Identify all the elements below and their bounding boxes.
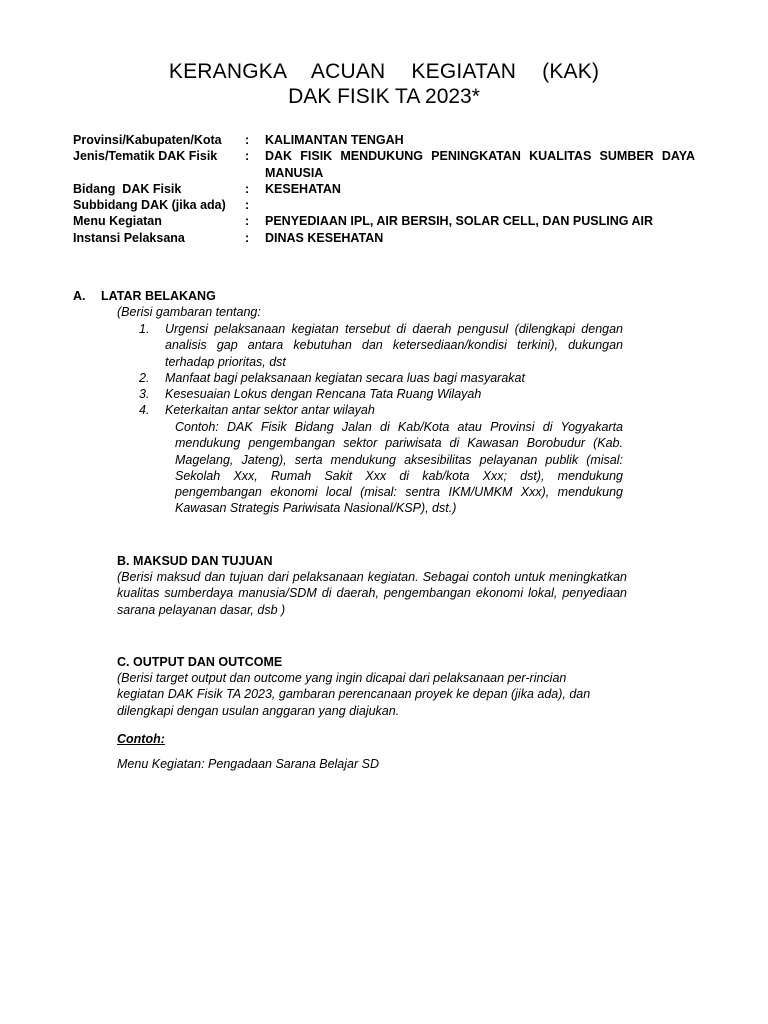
info-value: DINAS KESEHATAN bbox=[265, 230, 384, 245]
info-separator: : bbox=[245, 133, 250, 147]
list-item bbox=[139, 321, 623, 370]
info-separator: : bbox=[245, 149, 250, 164]
section-a-list bbox=[139, 321, 623, 419]
info-value bbox=[265, 148, 695, 181]
info-row-bidang bbox=[73, 181, 695, 197]
info-label: Provinsi/Kabupaten/Kota bbox=[73, 133, 222, 147]
info-value: KALIMANTAN TENGAH bbox=[265, 133, 404, 147]
list-number: 1. bbox=[139, 322, 150, 336]
section-a-intro: (Berisi gambaran tentang: bbox=[117, 305, 261, 319]
list-number: 2. bbox=[139, 370, 150, 385]
info-label: Instansi Pelaksana bbox=[73, 230, 185, 245]
info-label: Subbidang DAK (jika ada) bbox=[73, 198, 226, 213]
section-c-body: (Berisi target output dan outcome yang ingin dicapai dari pelaksanaan per-rincian kegiatan DAK Fisik TA 2023, gambaran perencanaan proyek ke depan (jika ada), dan dilengkapi dengan usulan anggaran yang diajukan. bbox=[117, 671, 591, 718]
info-value bbox=[265, 197, 695, 213]
list-item bbox=[139, 386, 623, 402]
info-separator: : bbox=[245, 230, 250, 245]
info-label: Menu Kegiatan bbox=[73, 214, 162, 229]
section-a-example: Contoh: DAK Fisik Bidang Jalan di Kab/Kota atau Provinsi di Yogyakarta mendukung pengembangan sektor pariwisata di Kawasan Borobudur (Kab. Magelang, Jateng), serta mendukung aksesibilitas pelayanan publik (misal: Sekolah Xxx, Rumah Sakit Xxx di kab/kota Xxx; dst), mendukung pengembangan ekonomi local (misal: sentra IKM/UMKM Xxx), mendukung Kawasan Strategis Pariwisata Nasional/KSP), dst.) bbox=[175, 420, 623, 516]
list-number: 4. bbox=[139, 403, 150, 418]
menu-example: Menu Kegiatan: Pengadaan Sarana Belajar SD bbox=[117, 757, 379, 771]
info-row-subbidang bbox=[73, 197, 695, 213]
info-value-line: MANUSIA bbox=[265, 165, 324, 180]
section-a-heading bbox=[73, 288, 633, 304]
info-separator: : bbox=[245, 181, 250, 196]
info-value: KESEHATAN bbox=[265, 181, 341, 196]
section-c-heading: C. OUTPUT DAN OUTCOME bbox=[117, 655, 283, 669]
list-number: 3. bbox=[139, 387, 150, 402]
section-title: LATAR BELAKANG bbox=[101, 289, 216, 303]
section-b-heading: B. MAKSUD DAN TUJUAN bbox=[117, 554, 273, 568]
info-row-instansi bbox=[73, 230, 695, 246]
info-label: Jenis/Tematik DAK Fisik bbox=[73, 149, 218, 164]
section-b-body: (Berisi maksud dan tujuan dari pelaksanaan kegiatan. Sebagai contoh untuk meningkatkan kualitas sumberdaya manusia/SDM di daerah, pengembangan ekonomi lokal, penyediaan sarana pelayanan dasar, dsb ) bbox=[117, 570, 627, 617]
info-table bbox=[73, 132, 695, 246]
list-item bbox=[139, 402, 623, 418]
example-label: Contoh: bbox=[117, 732, 165, 746]
info-row-menu bbox=[73, 213, 695, 229]
list-item bbox=[139, 370, 623, 386]
document-title: KERANGKA ACUAN KEGIATAN (KAK) bbox=[168, 60, 600, 83]
info-row-provinsi bbox=[73, 132, 695, 148]
list-text: Keterkaitan antar sektor antar wilayah bbox=[165, 403, 375, 418]
list-text: Manfaat bagi pelaksanaan kegiatan secara luas bagi masyarakat bbox=[165, 370, 525, 385]
info-separator: : bbox=[245, 198, 250, 213]
list-text: Urgensi pelaksanaan kegiatan tersebut di daerah pengusul (dilengkapi dengan analisis gap antara kebutuhan dan ketersediaan/kondisi terkini), dukungan terhadap prioritas, dst bbox=[165, 322, 623, 369]
list-text: Kesesuaian Lokus dengan Rencana Tata Ruang Wilayah bbox=[165, 387, 482, 402]
section-letter: A. bbox=[73, 289, 86, 303]
info-row-jenis bbox=[73, 148, 695, 181]
document-subtitle: DAK FISIK TA 2023* bbox=[288, 85, 480, 108]
info-label: Bidang DAK Fisik bbox=[73, 181, 182, 196]
info-separator: : bbox=[245, 214, 250, 229]
info-value-line: DAK FISIK MENDUKUNG PENINGKATAN KUALITAS SUMBER DAYA bbox=[265, 149, 695, 164]
info-value: PENYEDIAAN IPL, AIR BERSIH, SOLAR CELL, DAN PUSLING AIR bbox=[265, 214, 653, 229]
